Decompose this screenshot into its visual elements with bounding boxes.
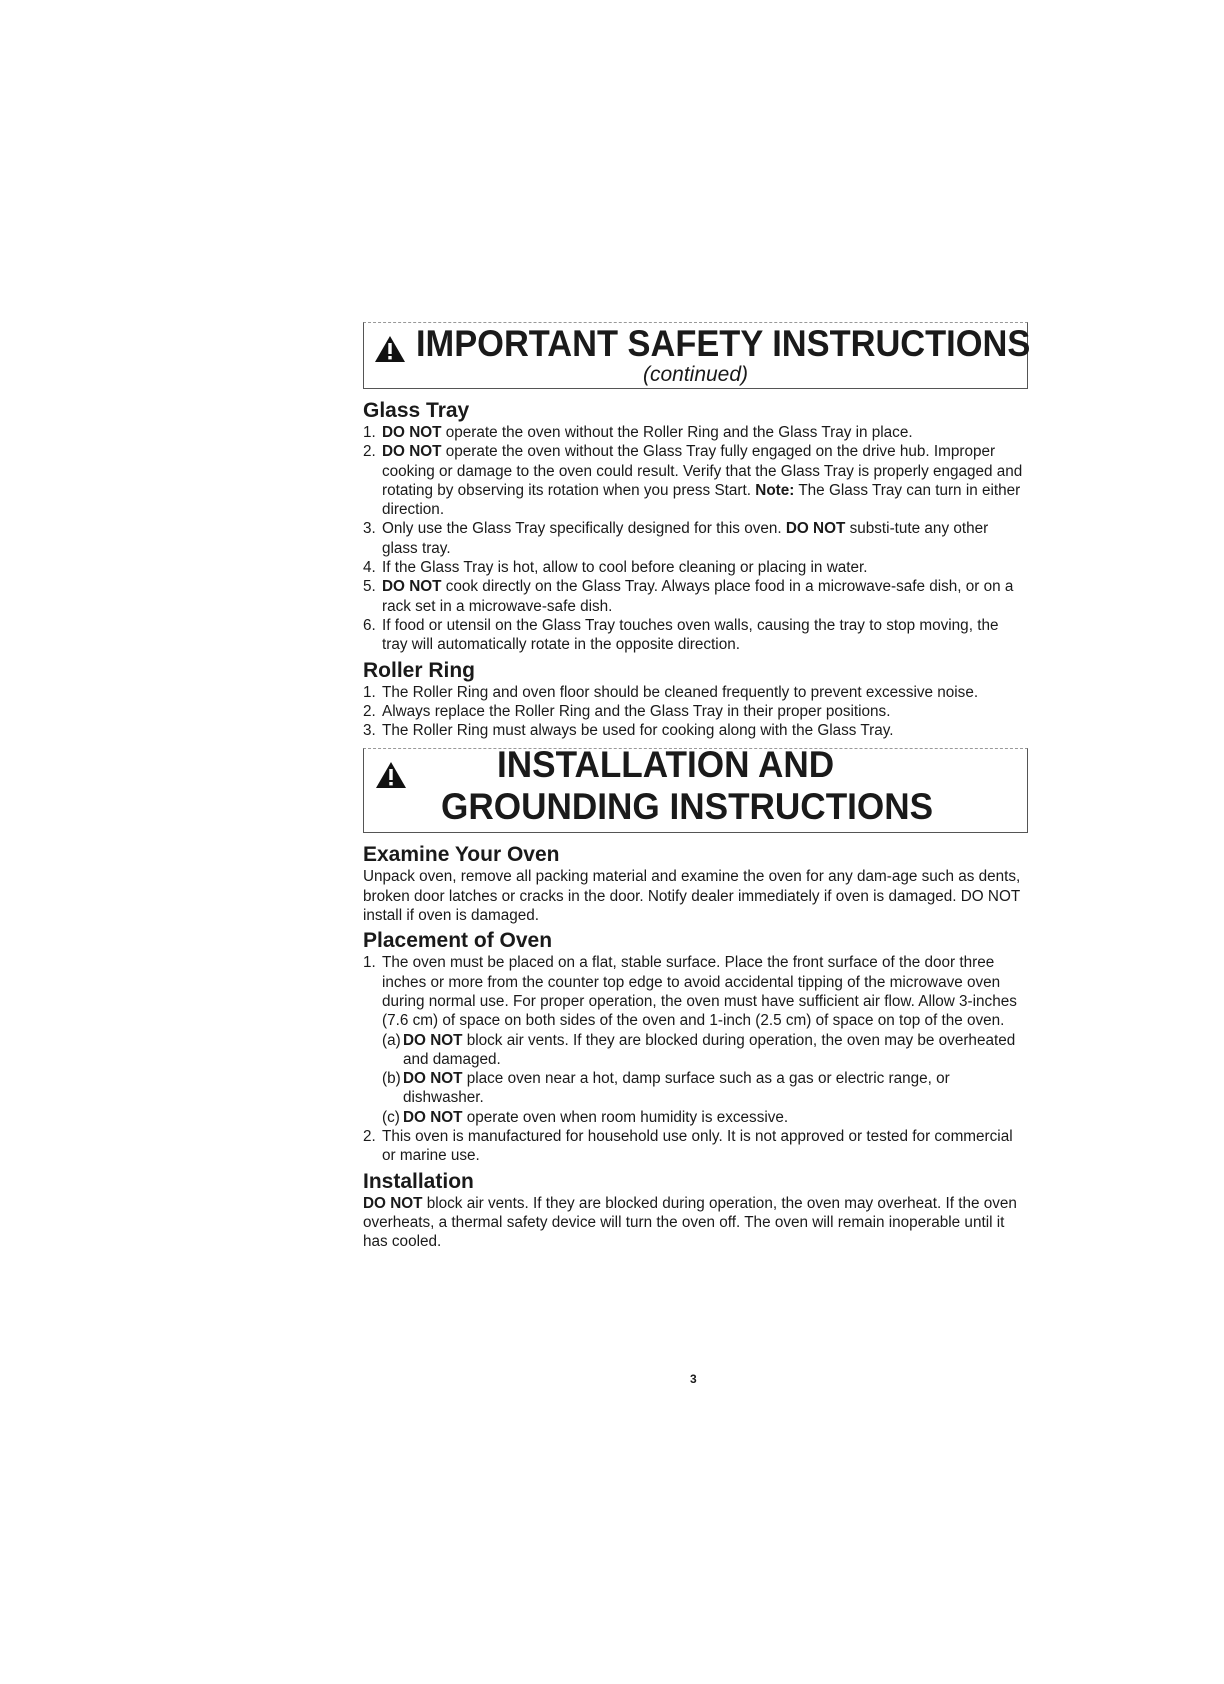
item-number: 2. xyxy=(363,443,376,461)
emphasis: DO NOT xyxy=(403,1108,463,1126)
emphasis: DO NOT xyxy=(382,443,442,461)
item-number: 3. xyxy=(363,520,376,538)
item-text: The Glass Tray can turn in either direction. xyxy=(382,481,1021,519)
list-item xyxy=(363,683,1028,702)
item-number: 2. xyxy=(363,702,376,720)
item-number: 2. xyxy=(363,1128,376,1146)
item-text: Always replace the Roller Ring and the Glass Tray in their proper positions. xyxy=(382,702,891,720)
item-text: operate the oven without the Roller Ring and the Glass Tray in place. xyxy=(441,424,913,441)
item-number: (b) xyxy=(382,1070,401,1088)
list-item xyxy=(363,558,1028,577)
list-subitem xyxy=(363,1108,1028,1127)
item-text: The Roller Ring must always be used for cooking along with the Glass Tray. xyxy=(382,722,894,740)
warning-triangle-icon xyxy=(374,335,406,363)
installation-body: block air vents. If they are blocked during operation, the oven may overheat. If the oven overheats, a thermal safety device will turn the oven off. The oven will remain inoperable until it has cooled. xyxy=(363,1194,1017,1251)
item-number: 1. xyxy=(363,683,376,701)
item-text: block air vents. If they are blocked during operation, the oven may be overheated and damaged. xyxy=(403,1031,1016,1068)
emphasis: DO NOT xyxy=(363,1194,423,1212)
list-item xyxy=(363,423,1028,442)
examine-text: Unpack oven, remove all packing material and examine the oven for any dam-age such as dents, broken door latches or cracks in the door. Notify dealer immediately if oven is damaged. DO NOT install if oven is damaged. xyxy=(363,868,1021,925)
item-number: 1. xyxy=(363,954,376,972)
examine-heading: Examine Your Oven xyxy=(363,843,560,867)
list-item xyxy=(363,442,1028,519)
emphasis: DO NOT xyxy=(785,520,846,538)
emphasis: DO NOT xyxy=(382,578,442,596)
placement-heading: Placement of Oven xyxy=(363,929,553,953)
item-text: The Roller Ring and oven floor should be cleaned frequently to prevent excessive noise. xyxy=(382,683,979,701)
placement-list xyxy=(363,953,1028,1165)
list-subitem xyxy=(363,1031,1028,1070)
emphasis: DO NOT xyxy=(382,424,442,441)
roller-ring-heading: Roller Ring xyxy=(363,658,476,682)
list-item xyxy=(363,616,1028,655)
glass-tray-heading: Glass Tray xyxy=(363,399,470,422)
safety-banner xyxy=(363,322,1031,389)
item-text: operate oven when room humidity is excessive. xyxy=(462,1108,789,1126)
item-number: 3. xyxy=(363,722,376,740)
list-item xyxy=(363,721,1028,740)
item-text: This oven is manufactured for household use only. It is not approved or tested for commercial or marine use. xyxy=(382,1128,1013,1165)
glass-tray-list xyxy=(363,423,1028,655)
safety-banner-title: IMPORTANT SAFETY INSTRUCTIONS xyxy=(416,323,1031,364)
list-item xyxy=(363,519,1028,558)
item-text: If the Glass Tray is hot, allow to cool before cleaning or placing in water. xyxy=(382,559,868,577)
item-number: 4. xyxy=(363,559,376,577)
item-text: place oven near a hot, damp surface such as a gas or electric range, or dishwasher. xyxy=(403,1070,950,1107)
item-number: (c) xyxy=(382,1108,400,1126)
item-text: Only use the Glass Tray specifically designed for this oven. xyxy=(382,520,786,538)
item-text: If food or utensil on the Glass Tray touches oven walls, causing the tray to stop moving, the tray will automatically rotate in the opposite direction. xyxy=(382,616,999,654)
emphasis: DO NOT xyxy=(403,1070,463,1088)
emphasis: Note: xyxy=(755,481,795,499)
item-text: cook directly on the Glass Tray. Always place food in a microwave-safe dish, or on a rack set in a microwave-safe dish. xyxy=(382,578,1014,615)
list-item xyxy=(363,1127,1028,1166)
list-item xyxy=(363,953,1028,1030)
item-number: 5. xyxy=(363,578,376,596)
installation-banner-title-line2: GROUNDING INSTRUCTIONS xyxy=(441,786,934,828)
item-text: The oven must be placed on a flat, stable surface. Place the front surface of the door three inches or more from the counter top edge to avoid accidental tipping of the microwave oven during normal use. For proper operation, the oven must have sufficient air flow. Allow 3-inches (7.6 cm) of space on both sides of the oven and 1-inch (2.5 cm) of space on top of the oven. xyxy=(382,954,1017,1030)
list-item xyxy=(363,577,1028,616)
installation-banner-title-line1: INSTALLATION AND xyxy=(497,744,835,786)
page-number: 3 xyxy=(690,1372,697,1386)
list-item xyxy=(363,702,1028,721)
item-number: 6. xyxy=(363,616,376,634)
safety-banner-subtitle: (continued) xyxy=(642,363,749,386)
installation-text xyxy=(363,1194,1028,1252)
installation-banner xyxy=(363,744,1028,833)
item-number: (a) xyxy=(382,1031,401,1049)
item-text: substi-tute any other glass tray. xyxy=(382,520,989,557)
item-text: operate the oven without the Glass Tray fully engaged on the drive hub. Improper cooking or damage to the oven could result. Verify that the Glass Tray is properly engaged and rotating by observing its rotation when you press Start. xyxy=(382,443,1023,499)
page-content xyxy=(363,322,1031,1252)
installation-heading: Installation xyxy=(363,1169,474,1193)
item-number: 1. xyxy=(363,424,376,441)
roller-ring-list xyxy=(363,683,1028,741)
emphasis: DO NOT xyxy=(403,1031,463,1049)
warning-triangle-icon xyxy=(375,761,407,789)
list-subitem xyxy=(363,1069,1028,1108)
